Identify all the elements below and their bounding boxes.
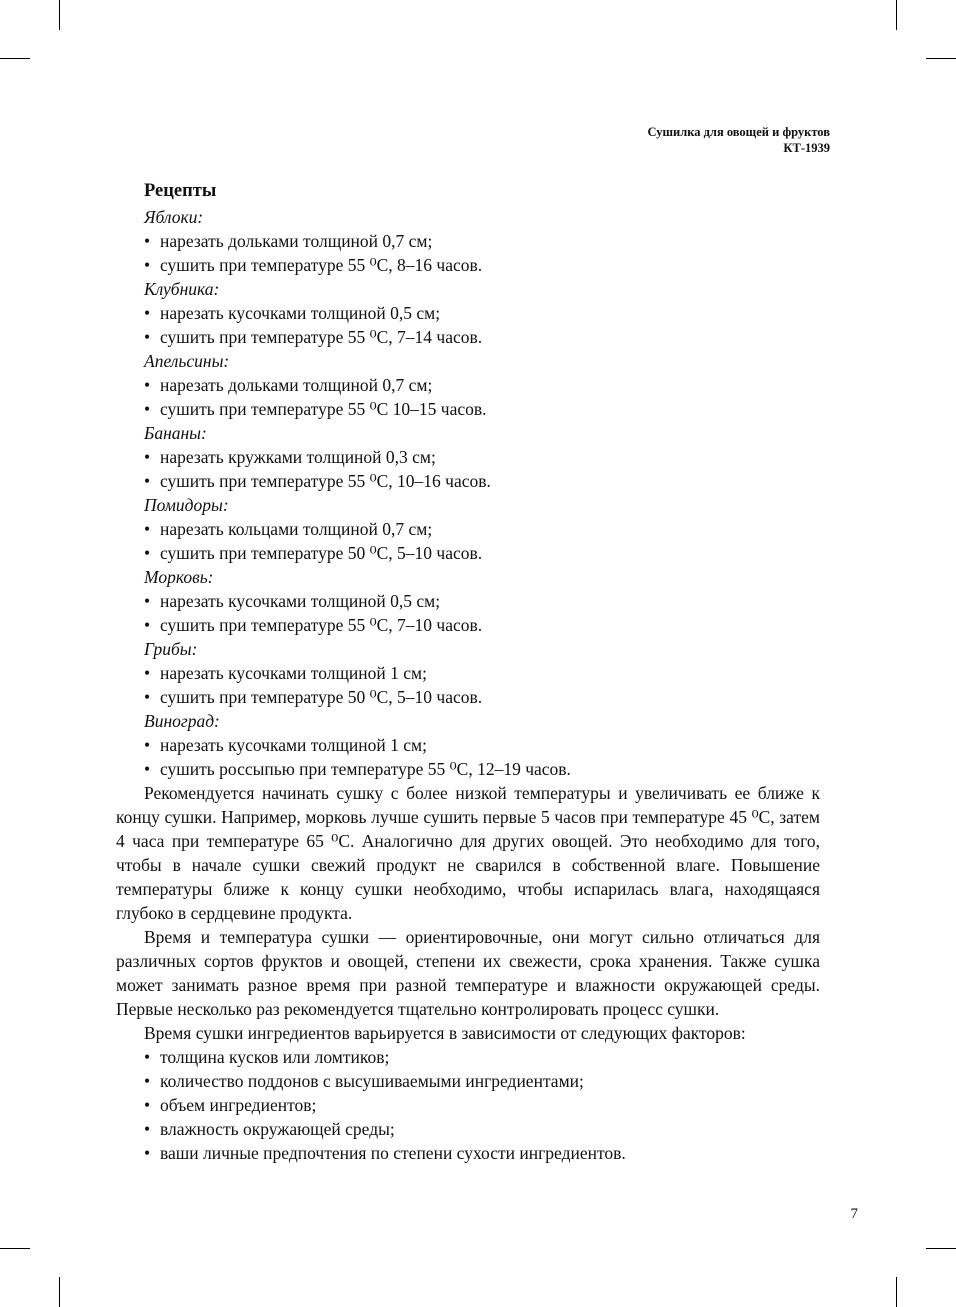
recipe-name: Морковь: bbox=[144, 567, 214, 587]
bullet-icon: • bbox=[144, 1095, 151, 1115]
bullet-icon: • bbox=[144, 615, 151, 635]
recipe-name: Помидоры: bbox=[144, 495, 229, 515]
recipe-name: Апельсины: bbox=[144, 351, 230, 371]
recipe-step bbox=[116, 613, 820, 637]
header-model: КТ-1939 bbox=[783, 141, 830, 155]
recipe bbox=[116, 421, 820, 493]
bullet-icon: • bbox=[144, 231, 151, 251]
recipe-step bbox=[116, 373, 820, 397]
recipe-step bbox=[116, 685, 820, 709]
recipe-step bbox=[116, 301, 820, 325]
recipe-step bbox=[116, 397, 820, 421]
factor-text: ваши личные предпочтения по степени сухости ингредиентов. bbox=[160, 1143, 626, 1163]
recipe-step bbox=[116, 589, 820, 613]
recipe-step-text: нарезать дольками толщиной 0,7 см; bbox=[160, 375, 433, 395]
crop-mark bbox=[896, 0, 897, 30]
recipe-name: Бананы: bbox=[144, 423, 207, 443]
factor-item bbox=[116, 1069, 820, 1093]
recipe bbox=[116, 709, 820, 781]
recipe-step bbox=[116, 229, 820, 253]
recipe bbox=[116, 205, 820, 277]
recipe-step-text: сушить при температуре 55 ⁰С 10–15 часов. bbox=[160, 399, 487, 419]
factor-item bbox=[116, 1141, 820, 1165]
factor-list bbox=[116, 1045, 820, 1165]
paragraph: Время сушки ингредиентов варьируется в зависимости от следующих факторов: bbox=[144, 1023, 746, 1043]
bullet-icon: • bbox=[144, 687, 151, 707]
recipe bbox=[116, 493, 820, 565]
recipe-step-text: нарезать дольками толщиной 0,7 см; bbox=[160, 231, 433, 251]
bullet-icon: • bbox=[144, 1047, 151, 1067]
paragraph: Время и температура сушки — ориентировочные, они могут сильно отличаться для различных сортов фруктов и овощей, степени их свежести, срока хранения. Также сушка может занимать разное время при разной температуре и влажности окружающей среды. Первые несколько раз рекомендуется тщательно контролировать процесс сушки. bbox=[116, 927, 820, 1019]
bullet-icon: • bbox=[144, 399, 151, 419]
crop-mark bbox=[0, 1248, 30, 1249]
recipe bbox=[116, 349, 820, 421]
bullet-icon: • bbox=[144, 663, 151, 683]
recipe bbox=[116, 637, 820, 709]
recipe-step-text: нарезать кусочками толщиной 0,5 см; bbox=[160, 303, 441, 323]
bullet-icon: • bbox=[144, 519, 151, 539]
recipe-step bbox=[116, 325, 820, 349]
recipe-name: Яблоки: bbox=[144, 207, 204, 227]
crop-mark bbox=[926, 1248, 956, 1249]
recipe-step-text: сушить при температуре 50 ⁰С, 5–10 часов. bbox=[160, 543, 483, 563]
recipe-step-text: сушить при температуре 55 ⁰С, 7–14 часов. bbox=[160, 327, 483, 347]
bullet-icon: • bbox=[144, 375, 151, 395]
recipe-step-text: сушить при температуре 55 ⁰С, 7–10 часов. bbox=[160, 615, 483, 635]
factor-text: толщина кусков или ломтиков; bbox=[160, 1047, 390, 1067]
page-number: 7 bbox=[850, 1206, 858, 1222]
recipe-step-text: сушить при температуре 55 ⁰С, 10–16 часов. bbox=[160, 471, 491, 491]
recipe-name: Клубника: bbox=[144, 279, 220, 299]
bullet-icon: • bbox=[144, 543, 151, 563]
recipe-step bbox=[116, 253, 820, 277]
recipe-step bbox=[116, 445, 820, 469]
recipe bbox=[116, 277, 820, 349]
factor-text: влажность окружающей среды; bbox=[160, 1119, 395, 1139]
running-header bbox=[647, 124, 830, 156]
recipe-step bbox=[116, 757, 820, 781]
recipe-name: Грибы: bbox=[144, 639, 198, 659]
recipe-step bbox=[116, 661, 820, 685]
recipe-list bbox=[116, 205, 820, 781]
recipe-step bbox=[116, 517, 820, 541]
recipe-step bbox=[116, 469, 820, 493]
page-content bbox=[116, 179, 820, 1165]
bullet-icon: • bbox=[144, 591, 151, 611]
paragraph: Рекомендуется начинать сушку с более низкой температуры и увеличивать ее ближе к концу сушки. Например, морковь лучше сушить первые 5 часов при температуре 45 ⁰С, затем 4 часа при температуре 65 ⁰С. Аналогично для других овощей. Это необходимо для того, чтобы в начале сушки свежий продукт не сварился в собственной влаге. Повышение температуры ближе к концу сушки необходимо, чтобы испарилась влага, находящаяся глубоко в сердцевине продукта. bbox=[116, 783, 820, 923]
recipe-step-text: нарезать кольцами толщиной 0,7 см; bbox=[160, 519, 433, 539]
section-title: Рецепты bbox=[144, 181, 217, 201]
recipe-name: Виноград: bbox=[144, 711, 220, 731]
bullet-icon: • bbox=[144, 255, 151, 275]
recipe-step-text: нарезать кусочками толщиной 1 см; bbox=[160, 735, 427, 755]
recipe-step-text: сушить россыпью при температуре 55 ⁰С, 12–19 часов. bbox=[160, 759, 571, 779]
recipe-step-text: сушить при температуре 55 ⁰С, 8–16 часов. bbox=[160, 255, 483, 275]
crop-mark bbox=[59, 1277, 60, 1307]
crop-mark bbox=[59, 0, 60, 30]
factor-item bbox=[116, 1117, 820, 1141]
bullet-icon: • bbox=[144, 303, 151, 323]
bullet-icon: • bbox=[144, 447, 151, 467]
bullet-icon: • bbox=[144, 1071, 151, 1091]
recipe-step bbox=[116, 733, 820, 757]
recipe-step-text: нарезать кружками толщиной 0,3 см; bbox=[160, 447, 436, 467]
factor-text: объем ингредиентов; bbox=[160, 1095, 317, 1115]
recipe-step-text: нарезать кусочками толщиной 1 см; bbox=[160, 663, 427, 683]
crop-mark bbox=[896, 1277, 897, 1307]
recipe-step-text: нарезать кусочками толщиной 0,5 см; bbox=[160, 591, 441, 611]
recipe bbox=[116, 565, 820, 637]
recipe-step-text: сушить при температуре 50 ⁰С, 5–10 часов. bbox=[160, 687, 483, 707]
header-product-name: Сушилка для овощей и фруктов bbox=[647, 125, 830, 139]
factor-item bbox=[116, 1045, 820, 1069]
bullet-icon: • bbox=[144, 759, 151, 779]
bullet-icon: • bbox=[144, 1143, 151, 1163]
crop-mark bbox=[0, 58, 30, 59]
recipe-step bbox=[116, 541, 820, 565]
factor-item bbox=[116, 1093, 820, 1117]
bullet-icon: • bbox=[144, 1119, 151, 1139]
bullet-icon: • bbox=[144, 735, 151, 755]
bullet-icon: • bbox=[144, 471, 151, 491]
crop-mark bbox=[926, 58, 956, 59]
factor-text: количество поддонов с высушиваемыми ингредиентами; bbox=[160, 1071, 584, 1091]
bullet-icon: • bbox=[144, 327, 151, 347]
